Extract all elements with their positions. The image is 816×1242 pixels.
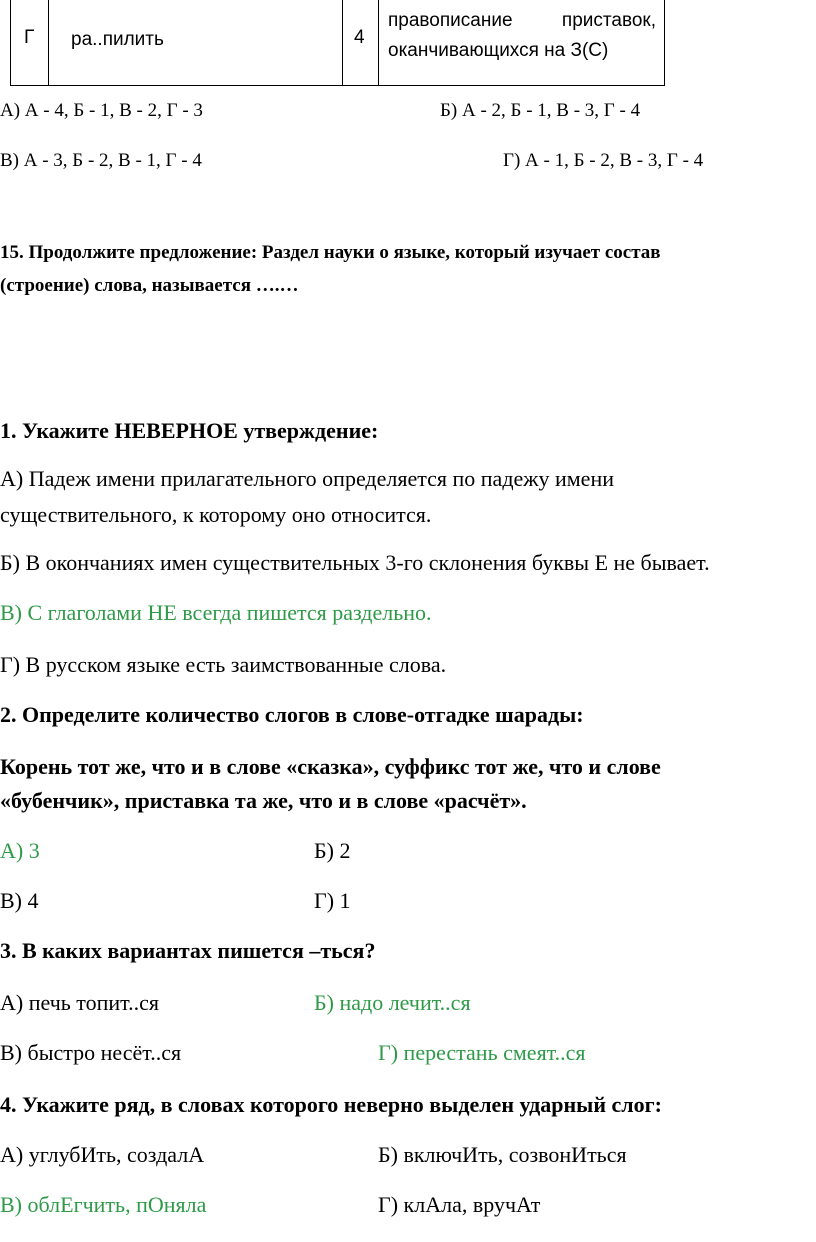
q3-option-v: В) быстро несёт..ся xyxy=(0,1040,182,1065)
table-cell-number xyxy=(343,0,379,86)
q3-option-b-correct: Б) надо лечит..ся xyxy=(314,990,471,1015)
q3-option-a: А) печь топит..ся xyxy=(0,990,160,1015)
q14-option-a: А) А - 4, Б - 1, В - 2, Г - 3 xyxy=(0,100,203,121)
table-letter: Г xyxy=(24,27,35,48)
q3-title: 3. В каких вариантах пишется –ться? xyxy=(0,938,376,963)
q14-option-b: Б) А - 2, Б - 1, В - 3, Г - 4 xyxy=(440,100,641,121)
q3-option-g-correct: Г) перестань смеят..ся xyxy=(378,1040,586,1065)
q1-option-a-line2: существительного, к которому оно относится. xyxy=(0,502,432,527)
q1-option-a-line1: А) Падеж имени прилагательного определяется по падежу имени xyxy=(0,466,614,491)
table-number: 4 xyxy=(354,27,365,48)
q4-option-g: Г) клАла, вручАт xyxy=(378,1192,541,1217)
q15-line2: (строение) слова, называется ….… xyxy=(0,275,299,296)
q2-riddle-line1: Корень тот же, что и в слове «сказка», суффикс тот же, что и слове xyxy=(0,754,661,779)
table-rule-line2: оканчивающихся на З(С) xyxy=(388,40,609,61)
q2-option-a-correct: А) 3 xyxy=(0,838,40,863)
q1-option-v-correct: В) С глаголами НЕ всегда пишется раздельно. xyxy=(0,600,432,625)
q14-option-g: Г) А - 1, Б - 2, В - 3, Г - 4 xyxy=(503,150,704,171)
table-cell-letter xyxy=(11,0,49,86)
q1-option-b: Б) В окончаниях имен существительных 3-го склонения буквы Е не бывает. xyxy=(0,550,710,575)
table-cell-word xyxy=(49,0,343,86)
table-cell-rule xyxy=(379,0,664,86)
q2-riddle-line2: «бубенчик», приставка та же, что и в слове «расчёт». xyxy=(0,788,527,813)
q2-option-b: Б) 2 xyxy=(314,838,351,863)
q4-title: 4. Укажите ряд, в словах которого неверно выделен ударный слог: xyxy=(0,1092,662,1117)
q1-option-g: Г) В русском языке есть заимствованные слова. xyxy=(0,652,447,677)
q1-title: 1. Укажите НЕВЕРНОЕ утверждение: xyxy=(0,418,379,443)
q4-option-v-correct: В) облЕгчить, пОняла xyxy=(0,1192,207,1217)
q4-option-a: А) углубИть, создалА xyxy=(0,1142,205,1167)
q2-option-v: В) 4 xyxy=(0,888,39,913)
q14-option-v: В) А - 3, Б - 2, В - 1, Г - 4 xyxy=(0,150,202,171)
table-rule-line1: правописание приставок, xyxy=(388,10,656,31)
table-word: ра..пилить xyxy=(71,29,164,50)
q15-line1: 15. Продолжите предложение: Раздел науки о языке, который изучает состав xyxy=(0,242,661,263)
q2-title: 2. Определите количество слогов в слове-отгадке шарады: xyxy=(0,702,584,727)
q4-option-b: Б) включИть, созвонИться xyxy=(378,1142,627,1167)
q2-option-g: Г) 1 xyxy=(314,888,351,913)
matching-table-row xyxy=(10,0,665,86)
